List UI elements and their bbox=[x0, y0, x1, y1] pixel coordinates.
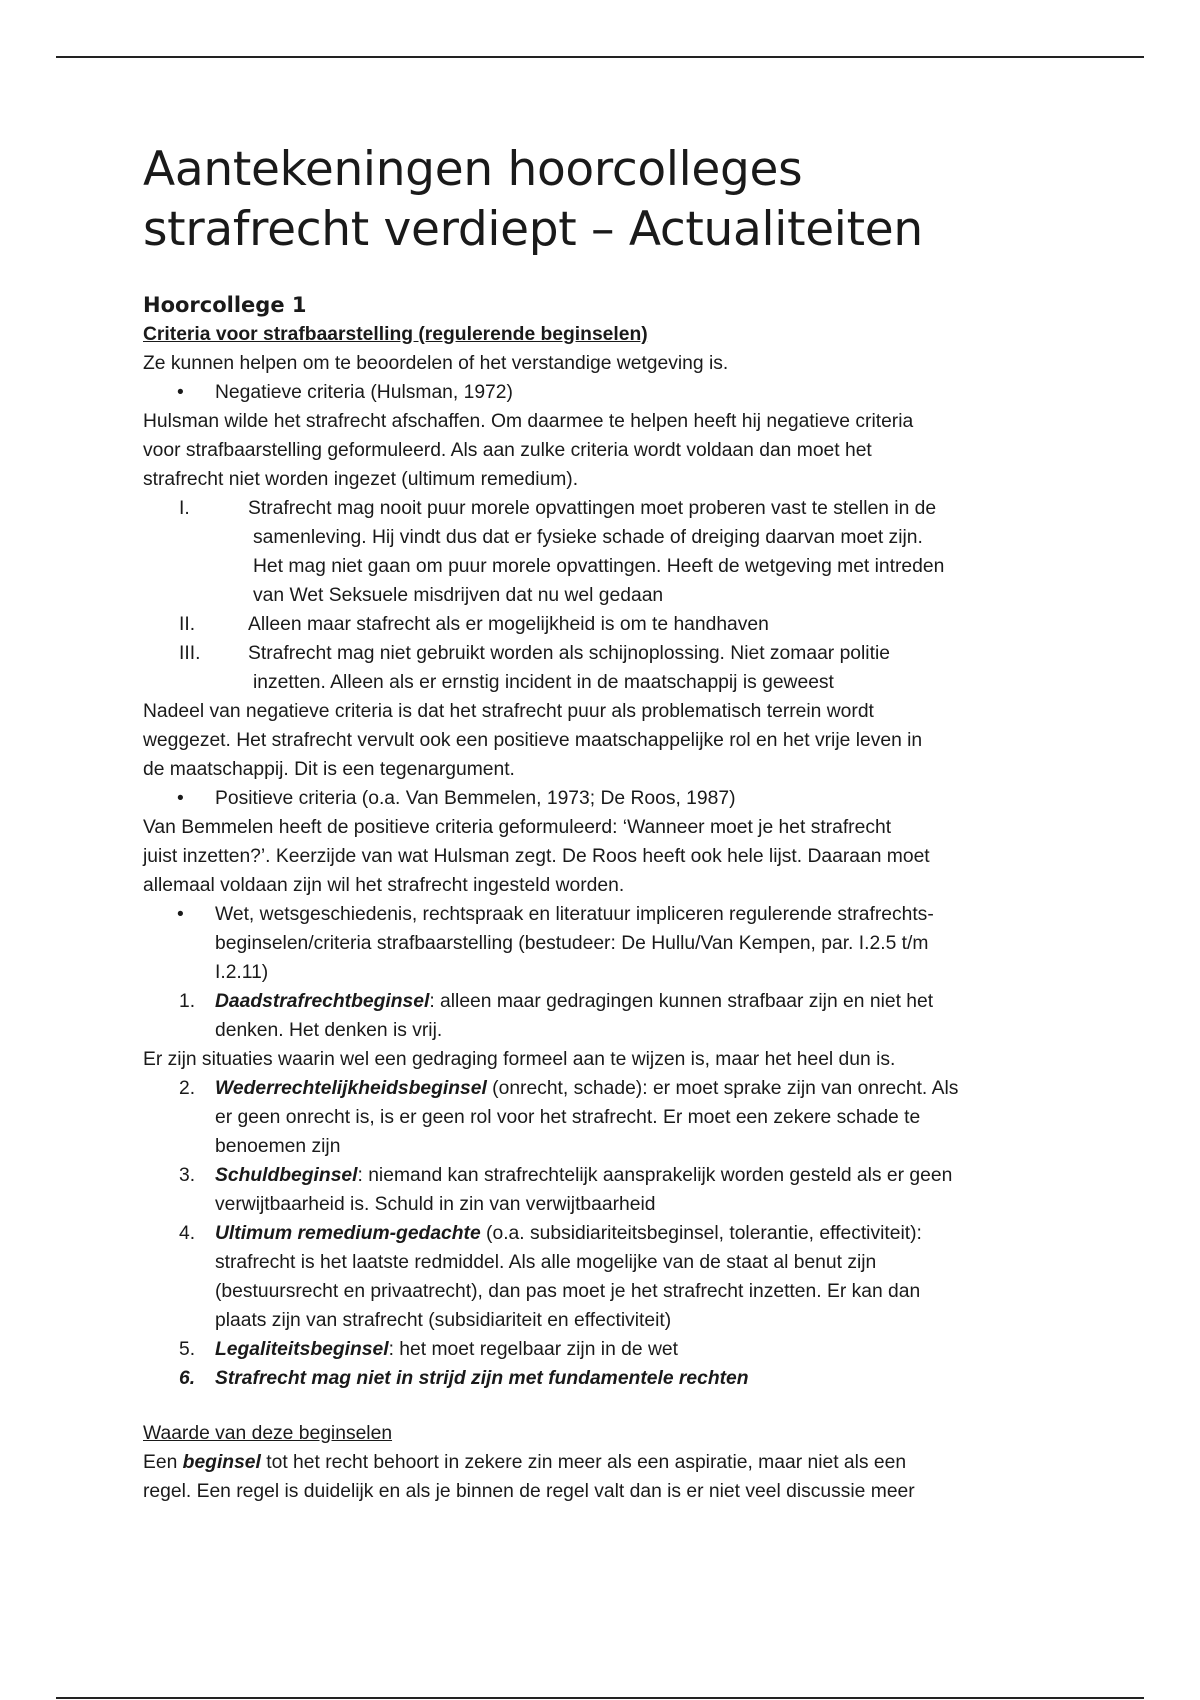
subheading: Criteria voor strafbaarstelling (regulerende beginselen) bbox=[143, 324, 648, 345]
paragraph-line: Van Bemmelen heeft de positieve criteria geformuleerd: ‘Wanneer moet je het strafrecht bbox=[143, 817, 892, 838]
paragraph-line: weggezet. Het strafrecht vervult ook een positieve maatschappelijke rol en het vrije leven in bbox=[143, 730, 923, 751]
numbered-item-6: 6. Strafrecht mag niet in strijd zijn met fundamentele rechten bbox=[179, 1368, 749, 1389]
roman-item-3: III. Strafrecht mag niet gebruikt worden als schijnoplossing. Niet zomaar politie inzetten. Alleen als er ernstig incident in de maatschappij is geweest bbox=[179, 643, 890, 693]
paragraph-line: regel. Een regel is duidelijk en als je binnen de regel valt dan is er niet veel discussie meer bbox=[143, 1481, 915, 1502]
paragraph-line: voor strafbaarstelling geformuleerd. Als aan zulke criteria wordt voldaan dan moet het bbox=[143, 440, 872, 461]
paragraph-line: allemaal voldaan zijn wil het strafrecht ingesteld worden. bbox=[143, 875, 625, 896]
paragraph-line: Er zijn situaties waarin wel een gedraging formeel aan te wijzen is, maar het heel dun is. bbox=[143, 1049, 896, 1070]
paragraph-line: juist inzetten?’. Keerzijde van wat Hulsman zegt. De Roos heeft ook hele lijst. Daaraan moet bbox=[143, 846, 930, 867]
paragraph-line: strafrecht niet worden ingezet (ultimum remedium). bbox=[143, 469, 579, 490]
roman-item-1: I. Strafrecht mag nooit puur morele opvattingen moet proberen vast te stellen in de samenleving. Hij vindt dus dat er fysieke schade of dreiging daarvan moet zijn. Het mag niet gaan om puur morele opvattingen. Heeft de wetgeving met intreden van Wet Seksuele misdrijven dat nu wel gedaan bbox=[179, 498, 945, 606]
bullet-negatieve: • Negatieve criteria (Hulsman, 1972) bbox=[177, 382, 513, 403]
intro-text: Ze kunnen helpen om te beoordelen of het verstandige wetgeving is. bbox=[143, 353, 729, 374]
footer-rule bbox=[56, 1697, 1144, 1699]
waarde-heading: Waarde van deze beginselen bbox=[143, 1423, 393, 1444]
numbered-item-1: 1. Daadstrafrechtbeginsel: alleen maar gedragingen kunnen strafbaar zijn en niet het denken. Het denken is vrij. bbox=[179, 991, 934, 1041]
numbered-item-3: 3. Schuldbeginsel: niemand kan strafrechtelijk aansprakelijk worden gesteld als er geen verwijtbaarheid is. Schuld in zin van verwijtbaarheid bbox=[179, 1165, 953, 1215]
roman-item-2: II. Alleen maar stafrecht als er mogelijkheid is om te handhaven bbox=[179, 614, 769, 635]
bullet-wet: • Wet, wetsgeschiedenis, rechtspraak en literatuur impliceren regulerende strafrechts- bbox=[177, 904, 934, 925]
header-rule bbox=[56, 56, 1144, 58]
paragraph-line: Nadeel van negatieve criteria is dat het strafrecht puur als problematisch terrein wordt bbox=[143, 701, 874, 722]
section-heading: Hoorcollege 1 bbox=[143, 293, 307, 317]
paragraph-line: de maatschappij. Dit is een tegenargument. bbox=[143, 759, 515, 780]
numbered-item-2: 2. Wederrechtelijkheidsbeginsel (onrecht, schade): er moet sprake zijn van onrecht. Als er geen onrecht is, is er geen rol voor het strafrecht. Er moet een zekere schade te benoemen zijn bbox=[179, 1078, 959, 1157]
numbered-item-4: 4. Ultimum remedium-gedachte (o.a. subsidiariteitsbeginsel, tolerantie, effectiviteit): strafrecht is het laatste redmiddel. Als alle mogelijke van de staat al benut zijn (bestuursrecht en privaatrecht), dan pas moet je het strafrecht inzetten. Er kan dan plaats zijn van strafrecht (subsidiariteit en effectiviteit) bbox=[179, 1223, 922, 1331]
bullet-continuation: I.2.11) bbox=[215, 962, 269, 983]
paragraph-line: Een beginsel tot het recht behoort in zekere zin meer als een aspiratie, maar niet als een bbox=[143, 1452, 907, 1473]
paragraph-line: Hulsman wilde het strafrecht afschaffen. Om daarmee te helpen heeft hij negatieve criteria bbox=[143, 411, 914, 432]
document-body bbox=[143, 140, 1063, 1506]
numbered-item-5: 5. Legaliteitsbeginsel: het moet regelbaar zijn in de wet bbox=[179, 1339, 678, 1360]
bullet-positieve: • Positieve criteria (o.a. Van Bemmelen, 1973; De Roos, 1987) bbox=[177, 788, 736, 809]
bullet-continuation: beginselen/criteria strafbaarstelling (bestudeer: De Hullu/Van Kempen, par. I.2.5 t/m bbox=[215, 933, 929, 954]
document-title: Aantekeningen hoorcolleges strafrecht verdiept – Actualiteiten bbox=[143, 142, 923, 257]
